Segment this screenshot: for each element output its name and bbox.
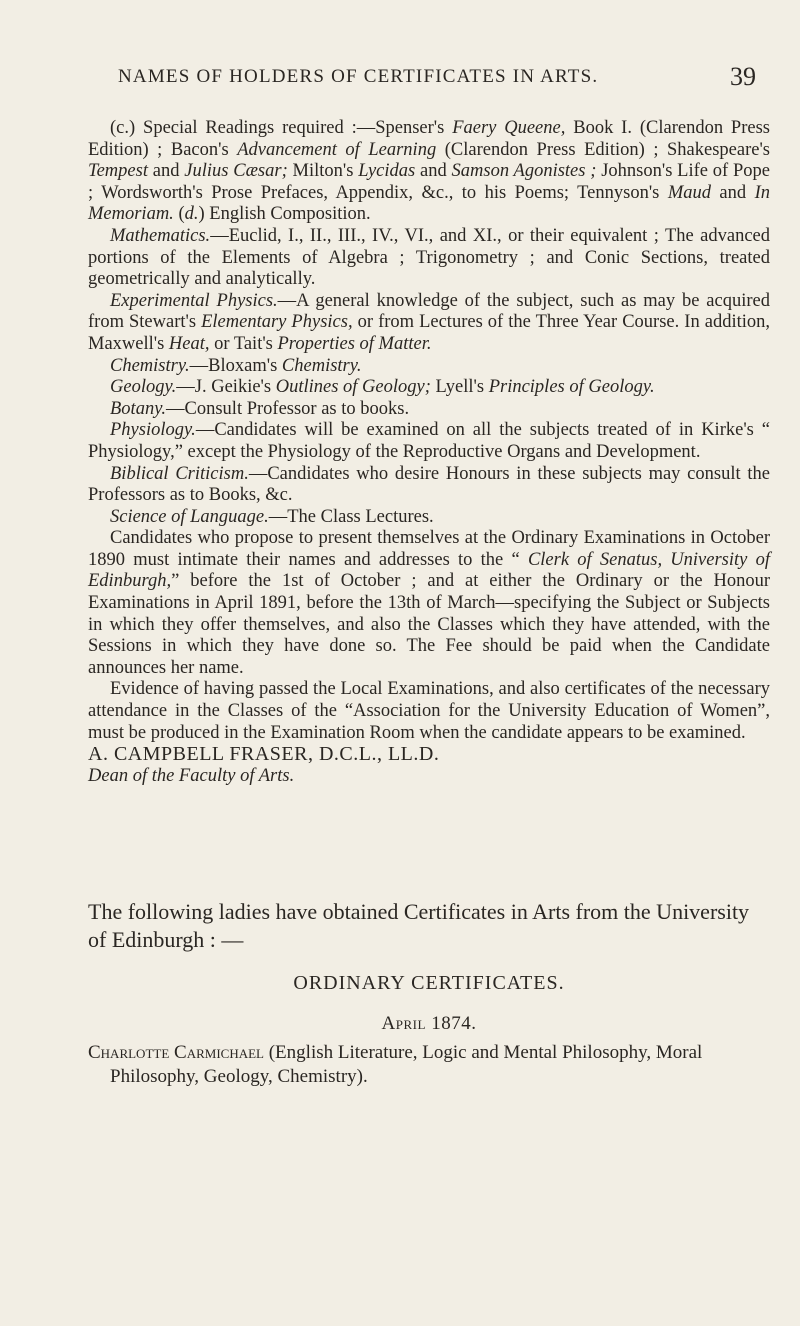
- certificate-entry: [88, 1041, 770, 1089]
- holder-subjects: (English Literature, Logic and Mental Philosophy, Moral Philosophy, Geology, Chemistry).: [110, 1042, 703, 1087]
- physics-paragraph: Experimental Physics.—A general knowledge of the subject, such as may be acquired from Stewart's Elementary Physics, or from Lectures of the Three Year Course. In addition, Maxwell's Heat, or Tait's Properties of Matter.: [88, 290, 770, 354]
- physiology-paragraph: Physiology.—Candidates will be examined on all the subjects treated of in Kirke's “ Physiology,” except the Physiology of the Reproductive Organs and Development.: [88, 420, 770, 462]
- signature-title: Dean of the Faculty of Arts.: [88, 765, 295, 786]
- running-title: NAMES OF HOLDERS OF CERTIFICATES IN ARTS.: [118, 66, 599, 87]
- page-number: 39: [730, 62, 756, 91]
- botany-paragraph: Botany.—Consult Professor as to books.: [110, 398, 410, 419]
- body-text: [88, 118, 770, 787]
- page-header: [118, 62, 758, 96]
- biblical-criticism-paragraph: Biblical Criticism.—Candidates who desire Honours in these subjects may consult the Professors as to Books, &c.: [88, 463, 770, 506]
- certificates-intro: The following ladies have obtained Certificates in Arts from the University of Edinburgh : —: [88, 899, 750, 952]
- certificates-heading: ORDINARY CERTIFICATES.: [293, 972, 565, 994]
- special-readings-paragraph: (c.) Special Readings required :—Spenser's Faery Queene, Book I. (Clarendon Press Edition) ; Bacon's Advancement of Learning (Clarendon Press Edition) ; Shakespeare's Tempest and Julius Cæsar; Milton's Lycidas and Samson Agonistes ; Johnson's Life of Pope ; Wordsworth's Prose Prefaces, Appendix, &c., to his Poems; Tennyson's Maud and In Memoriam. (d.) English Composition.: [88, 118, 770, 225]
- evidence-paragraph: Evidence of having passed the Local Examinations, and also certificates of the necessary attendance in the Classes of the “Association for the University Education of Women”, must be produced in the Examination Room when the candidate appears to be examined.: [88, 679, 770, 743]
- certificate-date: April 1874.: [381, 1013, 477, 1034]
- chemistry-paragraph: Chemistry.—Bloxam's Chemistry.: [110, 355, 362, 376]
- holder-name: Charlotte Carmichael: [88, 1042, 264, 1063]
- science-of-language-paragraph: Science of Language.—The Class Lectures.: [110, 506, 434, 527]
- certificates-section: [88, 898, 770, 1089]
- signature-name: A. CAMPBELL FRASER, D.C.L., LL.D.: [88, 743, 440, 766]
- mathematics-paragraph: Mathematics.—Euclid, I., II., III., IV., VI., and XI., or their equivalent ; The advanced portions of the Elements of Algebra ; Trigonometry ; and Conic Sections, treated geometrically and analytically.: [88, 225, 770, 290]
- candidates-paragraph: Candidates who propose to present themselves at the Ordinary Examinations in October 1890 must intimate their names and addresses to the “ Clerk of Senatus, University of Edinburgh,” before the 1st of October ; and at either the Ordinary or the Honour Examinations in April 1891, before the 13th of March—specifying the Subject or Subjects in which they offer themselves, and also the Classes which they have attended, with the Sessions in which they have done so. The Fee should be paid when the Candidate announces her name.: [88, 528, 770, 678]
- geology-paragraph: Geology.—J. Geikie's Outlines of Geology; Lyell's Principles of Geology.: [110, 377, 655, 398]
